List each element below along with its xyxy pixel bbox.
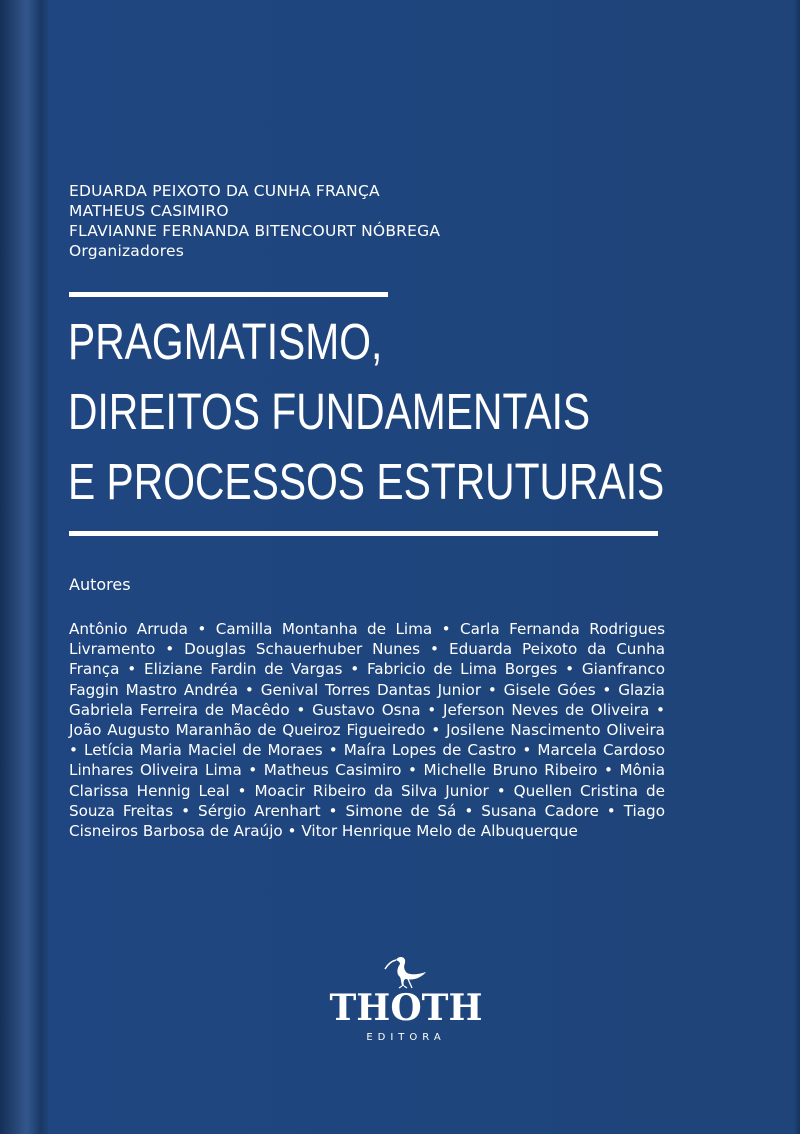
organizer-name: EDUARDA PEIXOTO DA CUNHA FRANÇA bbox=[69, 182, 380, 200]
title-line: E PROCESSOS ESTRUTURAIS bbox=[68, 453, 665, 510]
title-line: DIREITOS FUNDAMENTAIS bbox=[68, 383, 591, 440]
title-line: PRAGMATISMO, bbox=[68, 313, 383, 370]
organizer-name: MATHEUS CASIMIRO bbox=[69, 202, 229, 220]
publisher-logo bbox=[320, 950, 492, 1050]
spine-shadow bbox=[0, 0, 48, 1134]
book-title bbox=[68, 307, 665, 517]
title-bottom-rule bbox=[69, 531, 658, 536]
organizer-name: FLAVIANNE FERNANDA BITENCOURT NÓBREGA bbox=[69, 222, 441, 240]
organizers-block bbox=[69, 181, 689, 261]
organizers-role: Organizadores bbox=[69, 242, 184, 260]
ibis-bird-icon bbox=[382, 952, 432, 992]
authors-label: Autores bbox=[69, 575, 131, 594]
edge-shadow bbox=[794, 0, 800, 1134]
authors-list: Antônio Arruda • Camilla Montanha de Lima • Carla Fernanda Rodrigues Livramento • Douglas Schauerhuber Nunes • Eduarda Peixoto da Cunha França • Eliziane Fardin de Vargas • Fabricio de Lima Borges • Gianfranco Faggin Mastro Andréa • Genival Torres Dantas Junior • Gisele Góes • Glazia Gabriela Ferreira de Macêdo • Gustavo Osna • Jeferson Neves de Oliveira • João Augusto Maranhão de Queiroz Figueiredo • Josilene Nascimento Oliveira • Letícia Maria Maciel de Moraes • Maíra Lopes de Castro • Marcela Cardoso Linhares Oliveira Lima • Matheus Casimiro • Michelle Bruno Ribeiro • Mônia Clarissa Hennig Leal • Moacir Ribeiro da Silva Junior • Quellen Cristina de Souza Freitas • Sérgio Arenhart • Simone de Sá • Susana Cadore • Tiago Cisneiros Barbosa de Araújo • Vitor Henrique Melo de Albuquerque bbox=[69, 620, 665, 841]
publisher-name: THOTH bbox=[329, 987, 483, 1029]
publisher-subtitle: EDITORA bbox=[366, 1032, 446, 1043]
title-top-rule bbox=[69, 292, 388, 297]
